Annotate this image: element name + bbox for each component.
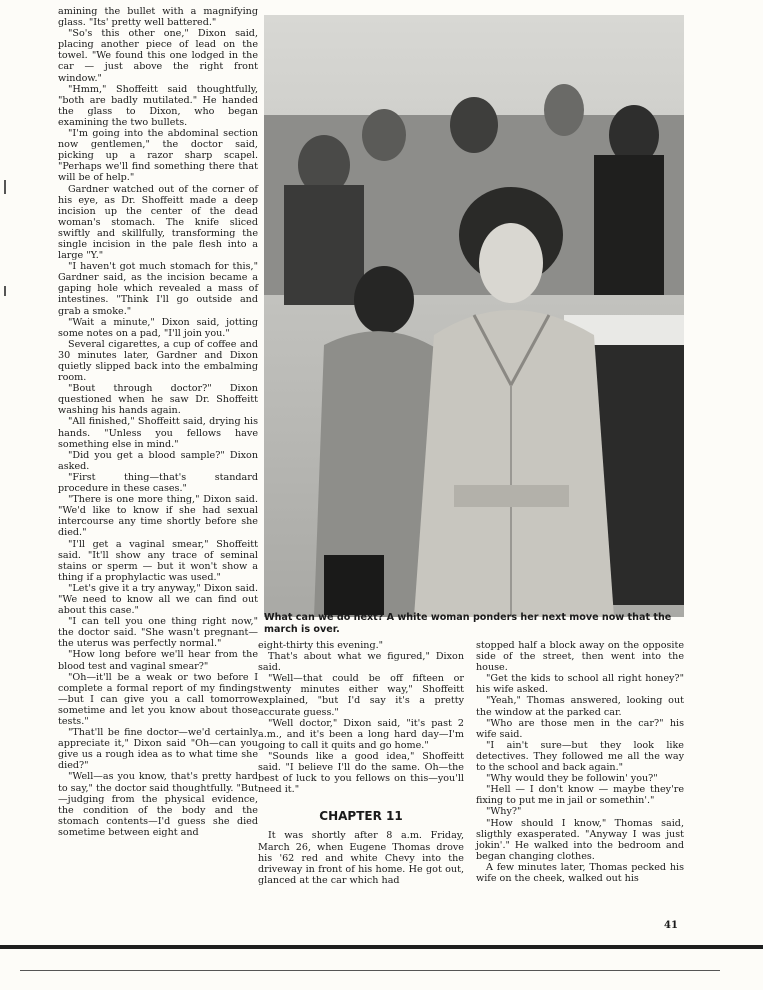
photo-caption: What can we do next? A white woman ponders her next move now that the march is over. bbox=[264, 612, 672, 635]
paragraph: Several cigarettes, a cup of coffee and 30 minutes later, Gardner and Dixon quietly slipped back into the embalming room. bbox=[58, 338, 258, 384]
paragraph: "Well—as you know, that's pretty hard to say," the doctor said thoughtfully. "But—judging from the physical evidence, the condition of the body and the stomach contents—I'd guess she died sometime between eight and bbox=[58, 771, 258, 838]
paragraph: "I ain't sure—but they look like detectives. They followed me all the way to the school and back again." bbox=[476, 739, 684, 774]
paragraph: "I haven't got much stomach for this," Gardner said, as the incision became a gaping hole which revealed a mass of intestines. "Think I'll go outside and grab a smoke." bbox=[58, 261, 258, 317]
paragraph: "Hmm," Shoffeitt said thoughtfully, "both are badly mutilated." He handed the glass to Dixon, who began examining the two bullets. bbox=[58, 83, 258, 128]
paragraph: "Who are those men in the car?" his wife said. bbox=[476, 717, 684, 740]
paragraph: "Did you get a blood sample?" Dixon asked. bbox=[58, 449, 258, 472]
paragraph: "Get the kids to school all right honey?" his wife asked. bbox=[476, 673, 684, 696]
paragraph: "Well doctor," Dixon said, "it's past 2 a.m., and it's been a long hard day—I'm going to call it quits and go home." bbox=[258, 717, 464, 751]
paragraph: "So's this other one," Dixon said, placing another piece of lead on the towel. "We found this one lodged in the car — just above the right front window." bbox=[58, 28, 258, 84]
paragraph: stopped half a block away on the opposite side of the street, then went into the house. bbox=[476, 640, 684, 674]
paragraph: "How long before we'll hear from the blood test and vaginal smear?" bbox=[58, 649, 258, 672]
paragraph: "There is one more thing," Dixon said. "We'd like to know if she had sexual intercourse any time shortly before she died." bbox=[58, 494, 258, 539]
scan-edge-mark bbox=[4, 180, 6, 194]
right-text-column bbox=[476, 640, 684, 884]
paragraph: "I'm going into the abdominal section now gentlemen," the doctor said, picking up a razor sharp scapel. "Perhaps we'll find something there that will be of help." bbox=[58, 128, 258, 184]
paragraph: "Wait a minute," Dixon said, jotting some notes on a pad, "I'll join you." bbox=[58, 316, 258, 339]
paragraph: It was shortly after 8 a.m. Friday, March 26, when Eugene Thomas drove his '62 red and white Chevy into the driveway in front of his home. He got out, glanced at the car which had bbox=[258, 830, 464, 886]
bottom-rule-thin bbox=[20, 970, 720, 971]
paragraph: "I'll get a vaginal smear," Shoffeitt said. "It'll show any trace of seminal stains or sperm — but it won't show a thing if a prophylactic was used." bbox=[58, 538, 258, 583]
news-photo bbox=[264, 15, 684, 617]
paragraph: "How should I know," Thomas said, sligthly exasperated. "Anyway I was just jokin'." He walked into the bedroom and began changing clothes. bbox=[476, 817, 684, 862]
paragraph: "Let's give it a try anyway," Dixon said. "We need to know all we can find out about this case." bbox=[58, 582, 258, 617]
chapter-heading: CHAPTER 11 bbox=[319, 809, 403, 824]
paragraph: "Bout through doctor?" Dixon questioned when he saw Dr. Shoffeitt washing his hands again. bbox=[58, 383, 258, 417]
paragraph: Gardner watched out of the corner of his eye, as Dr. Shoffeitt made a deep incision up the center of the dead woman's stomach. The knife sliced swiftly and skillfully, transforming the single incision in the pale flesh into a large "Y." bbox=[58, 183, 258, 262]
paragraph: "Yeah," Thomas answered, looking out the window at the parked car. bbox=[476, 695, 684, 718]
paragraph: "Sounds like a good idea," Shoffeitt said. "I believe I'll do the same. Oh—the best of luck to you fellows on this—you'll need it." bbox=[258, 750, 464, 796]
paragraph: A few minutes later, Thomas pecked his wife on the cheek, walked out his bbox=[476, 861, 684, 884]
page-number: 41 bbox=[664, 920, 678, 931]
photo-illustration bbox=[264, 15, 684, 617]
bottom-rule bbox=[0, 945, 763, 949]
paragraph: "Hell — I don't know — maybe they're fixing to put me in jail or somethin'." bbox=[476, 784, 684, 807]
paragraph: "I can tell you one thing right now," the doctor said. "She wasn't pregnant—the uterus was perfectly normal." bbox=[58, 616, 258, 650]
paragraph: "All finished," Shoffeitt said, drying his hands. "Unless you fellows have something else in mind." bbox=[58, 416, 258, 450]
paragraph: "First thing—that's standard procedure in these cases." bbox=[58, 471, 258, 495]
middle-text-column bbox=[258, 640, 464, 886]
paragraph: "Oh—it'll be a weak or two before I complete a formal report of my findings—but I can give you a call tomorrow sometime and let you know about those tests." bbox=[58, 671, 258, 727]
paragraph: That's about what we figured," Dixon said. bbox=[258, 651, 464, 674]
paragraph: "Why?" bbox=[486, 806, 522, 818]
paragraph: "Well—that could be off fifteen or twenty minutes either way," Shoffeitt explained, "but I'd say it's a pretty accurate guess." bbox=[258, 673, 464, 718]
paragraph: "Why would they be followin' you?" bbox=[486, 773, 658, 785]
scan-edge-mark bbox=[4, 286, 6, 296]
paragraph: amining the bullet with a magnifying glass. "Its' pretty well battered." bbox=[58, 6, 258, 29]
left-text-column bbox=[58, 6, 258, 838]
paragraph: eight-thirty this evening." bbox=[258, 640, 384, 651]
paragraph: "That'll be fine doctor—we'd certainly appreciate it," Dixon said "Oh—can you give us a rough idea as to what time she died?" bbox=[58, 727, 258, 772]
